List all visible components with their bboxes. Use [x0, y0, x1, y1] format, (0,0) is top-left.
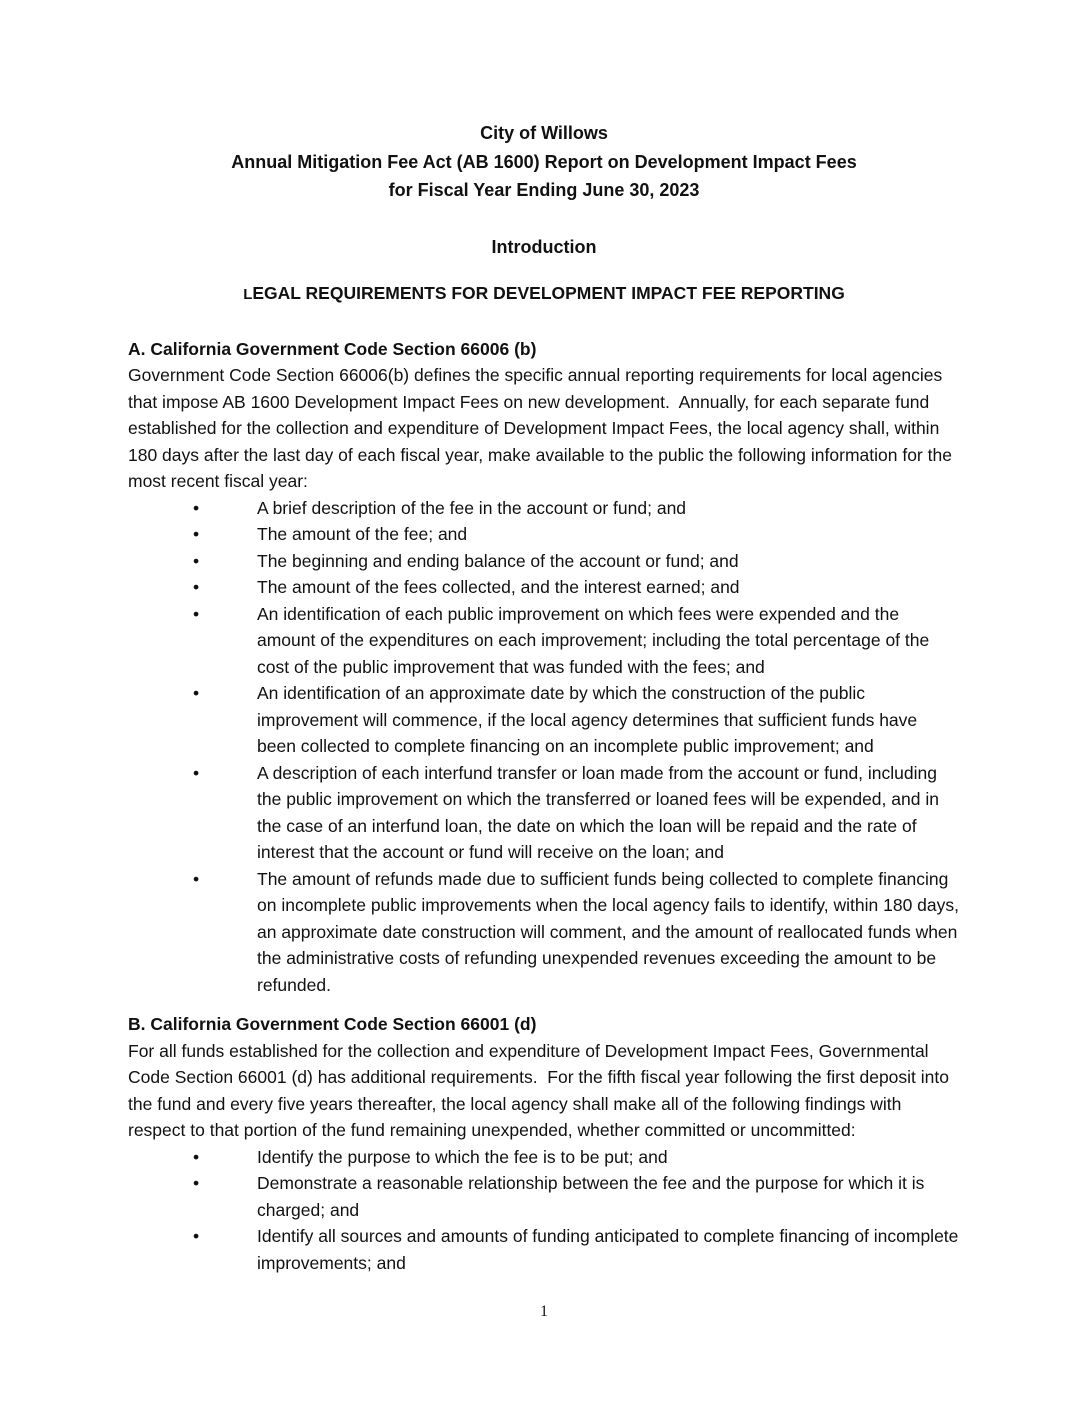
bullet-text: The beginning and ending balance of the account or fund; and: [257, 550, 739, 571]
bullet-text: An identification of an approximate date by which the construction of the public improvement will commence, if the local agency determines that sufficient funds have been collected to complete financing on an incomplete public improvement; and: [257, 683, 923, 756]
bullet-text: An identification of each public improvement on which fees were expended and the amount of the expenditures on each improvement; including the total percentage of the cost of the public improvement that was funded with the fees; and: [257, 603, 935, 677]
section-b-heading: B. California Government Code Section 66001 (d): [128, 1014, 537, 1034]
list-item: [128, 601, 960, 681]
title-line-2: Annual Mitigation Fee Act (AB 1600) Report on Development Impact Fees: [231, 151, 857, 172]
bullet-text: Demonstrate a reasonable relationship between the fee and the purpose for which it is charged; and: [257, 1173, 930, 1220]
section-a-bullet-list: [128, 495, 964, 999]
bullet-text: Identify the purpose to which the fee is to be put; and: [257, 1146, 668, 1167]
page-number: 1: [540, 1303, 548, 1320]
section-a-paragraph: Government Code Section 66006(b) defines the specific annual reporting requirements for local agencies that impose AB 1600 Development Impact Fees on new development. Annually, for each separate fund established for the collection and expenditure of Development Impact Fees, the local agency shall, within 180 days after the last day of each fiscal year, make available to the public the following information for the most recent fiscal year:: [128, 365, 957, 491]
list-item: [128, 866, 964, 999]
title-line-3: for Fiscal Year Ending June 30, 2023: [388, 180, 700, 200]
bullet-icon: •: [193, 603, 200, 624]
bullet-text: The amount of the fee; and: [257, 524, 468, 544]
list-item: [128, 495, 960, 522]
bullet-text: The amount of the fees collected, and the interest earned; and: [257, 577, 740, 597]
section-a: [128, 336, 964, 999]
bullet-text: A brief description of the fee in the account or fund; and: [257, 497, 687, 518]
list-item: [128, 1144, 960, 1171]
list-item: [128, 1170, 960, 1223]
document-title: [128, 0, 960, 205]
bullet-icon: •: [193, 497, 200, 518]
list-item: [128, 760, 960, 866]
intro-heading: Introduction: [491, 236, 597, 257]
bullet-text: A description of each interfund transfer or loan made from the account or fund, including the public improvement on which the transferred or loaned fees will be expended, and in the case of an interfund loan, the date on which the loan will be repaid and the rate of interest that the account or fund will receive on the loan; and: [257, 762, 944, 862]
bullet-icon: •: [193, 683, 200, 703]
list-item: [128, 680, 960, 760]
bullet-icon: •: [193, 1226, 200, 1246]
bullet-icon: •: [193, 868, 200, 889]
bullet-icon: •: [193, 524, 200, 544]
legal-requirements-heading: LEGAL REQUIREMENTS FOR DEVELOPMENT IMPACT FEE REPORTING: [243, 283, 845, 303]
list-item: [128, 521, 960, 548]
section-a-heading: A. California Government Code Section 66006 (b): [128, 338, 537, 359]
bullet-icon: •: [193, 550, 200, 571]
section-b: [128, 1011, 964, 1276]
section-b-paragraph: For all funds established for the collection and expenditure of Development Impact Fees, Governmental Code Section 66001 (d) has additional requirements. For the fifth fiscal year following the first deposit into the fund and every five years thereafter, the local agency shall make all of the following findings with respect to that portion of the fund remaining unexpended, whether committed or uncommitted:: [128, 1040, 954, 1140]
bullet-text: Identify all sources and amounts of funding anticipated to complete financing of incomplete improvements; and: [257, 1226, 964, 1273]
bullet-text: The amount of refunds made due to sufficient funds being collected to complete financing on incomplete public improvements when the local agency fails to identify, within 180 days, an approximate date construction will comment, and the amount of reallocated funds when the administrative costs of refunding unexpended revenues exceeding the amount to be refunded.: [257, 868, 964, 995]
bullet-icon: •: [193, 1146, 200, 1167]
list-item: [128, 548, 960, 575]
section-b-bullet-list: [128, 1144, 964, 1277]
bullet-icon: •: [193, 1173, 200, 1193]
title-line-1: City of Willows: [480, 123, 608, 143]
bullet-icon: •: [193, 577, 200, 597]
list-item: [128, 574, 960, 601]
list-item: [128, 1223, 964, 1276]
bullet-icon: •: [193, 762, 200, 783]
